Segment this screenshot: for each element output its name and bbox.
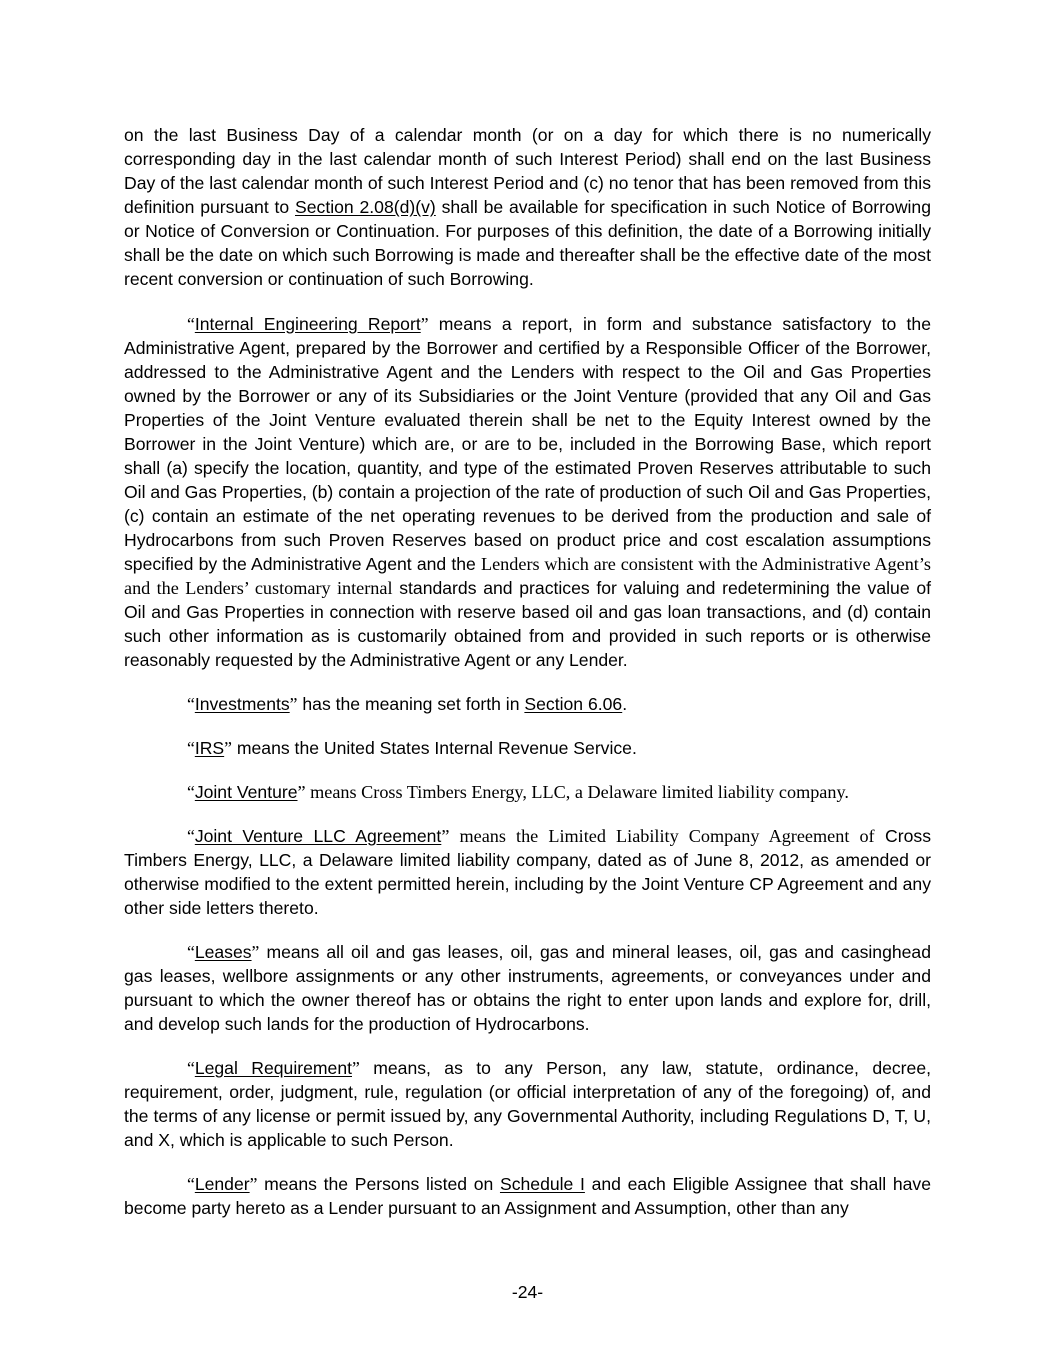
- quote-mark: “: [187, 826, 195, 846]
- quote-mark: ”: [251, 942, 260, 962]
- paragraph-text: has the meaning set forth in: [297, 694, 525, 714]
- quote-mark: ”: [249, 1174, 258, 1194]
- paragraph-text: means, as to any Person, any law, statute, ordinance, decree, requirement, order, judgment, rule, regulation (or official interpretation of any of the foregoing) of, and the terms of any license or permit issued by, any Governmental Authority, including Regulations D, T, U, and X, which is applicable to such Person.: [124, 1058, 932, 1150]
- paragraph-text: shall be available for specification in such Notice of Borrowing or Notice of Conversion or Continuation. For purposes of this definition, the date of a Borrowing initially shall be the date on which such Borrowing is made and thereafter shall be the effective date of the most recent conversion or continuation of such Borrowing.: [124, 197, 931, 289]
- paragraph-text: and each Eligible Assignee that shall have become party hereto as a Lender pursuant to an Assignment and Assumption, other than any: [124, 1174, 931, 1218]
- defined-term: Investments: [194, 694, 290, 714]
- defined-term: IRS: [194, 738, 225, 758]
- quote-mark: ”: [289, 694, 298, 714]
- paragraph-irs: [124, 736, 931, 760]
- page-number: -24-: [511, 1282, 544, 1302]
- defined-term: Leases: [194, 942, 252, 962]
- paragraph-text: on the last Business Day of a calendar month (or on a day for which there is no numerically corresponding day in the last calendar month of such Interest Period) shall end on the last Business Day of the last calendar month of such Interest Period and (c) no tenor that has been removed from this definition pursuant to: [124, 125, 931, 217]
- paragraph-legal-requirement: [124, 1056, 931, 1152]
- paragraph-text: ” means Cross Timbers Energy, LLC, a Delaware limited liability company.: [297, 782, 849, 802]
- paragraph-text: means all oil and gas leases, oil, gas and mineral leases, oil, gas and casinghead gas leases, wellbore assignments or any other instruments, agreements, or conveyances under and pursuant to which the owner thereof has or obtains the right to enter upon lands and explore for, drill, and develop such lands for the production of Hydrocarbons.: [124, 942, 931, 1034]
- quote-mark: ”: [420, 314, 429, 334]
- quote-mark: “: [187, 694, 195, 714]
- quote-mark: “: [187, 1058, 195, 1078]
- defined-term: Joint Venture: [194, 782, 298, 802]
- defined-term: Lender: [194, 1174, 250, 1194]
- defined-term: Internal Engineering Report: [194, 314, 421, 334]
- quote-mark: “: [187, 782, 195, 802]
- quote-mark: “: [187, 314, 195, 334]
- defined-term: Section 6.06: [524, 694, 623, 714]
- paragraph-leases: [124, 940, 931, 1036]
- quote-mark: ”: [224, 738, 232, 758]
- document-body: [124, 123, 931, 1220]
- paragraph-text: Lenders which are consistent with the Administrative Agent’s and the Lenders’ customary internal: [124, 554, 931, 598]
- paragraph-joint-venture: [124, 780, 931, 804]
- paragraph-internal-engineering-report: [124, 312, 931, 672]
- paragraph-text: ” means the Limited Liability Company Agreement of: [441, 826, 875, 846]
- paragraph-investments: [124, 692, 931, 716]
- defined-term: Joint Venture LLC Agreement: [194, 826, 442, 846]
- paragraph-joint-venture-llc-agreement: [124, 824, 931, 920]
- document-page: [124, 123, 931, 1240]
- paragraph-text: means the Persons listed on: [257, 1174, 500, 1194]
- paragraph-text: means the United States Internal Revenue Service.: [231, 738, 637, 758]
- paragraph-interest-period-continuation: [124, 123, 931, 291]
- quote-mark: “: [187, 738, 195, 758]
- quote-mark: “: [187, 942, 195, 962]
- quote-mark: “: [187, 1174, 195, 1194]
- defined-term: Schedule I: [499, 1174, 585, 1194]
- defined-term: Legal Requirement: [194, 1058, 352, 1078]
- defined-term: Section 2.08(d)(v): [295, 197, 436, 217]
- paragraph-text: standards and practices for valuing and redetermining the value of Oil and Gas Properties in connection with reserve based oil and gas loan transactions, and (d) contain such other information as is customarily obtained from and provided in such reports or is otherwise reasonably requested by the Administrative Agent or any Lender.: [124, 578, 931, 670]
- paragraph-text: .: [622, 694, 628, 714]
- paragraph-text: means a report, in form and substance satisfactory to the Administrative Agent, prepared by the Borrower and certified by a Responsible Officer of the Borrower, addressed to the Administrative Agent and the Lenders with respect to the Oil and Gas Properties owned by the Borrower or any of its Subsidiaries or the Joint Venture (provided that any Oil and Gas Properties of the Joint Venture evaluated therein shall be net to the Equity Interest owned by the Borrower in the Joint Venture) which are, or are to be, included in the Borrowing Base, which report shall (a) specify the location, quantity, and type of the estimated Proven Reserves attributable to such Oil and Gas Properties, (b) contain a projection of the rate of production of such Oil and Gas Properties, (c) contain an estimate of the net operating revenues to be derived from the production and sale of Hydrocarbons from such Proven Reserves based on product price and cost escalation assumptions specified by the Administrative Agent and the: [124, 314, 932, 574]
- paragraph-text: Cross Timbers Energy, LLC, a Delaware limited liability company, dated as of June 8, 2012, as amended or otherwise modified to the extent permitted herein, including by the Joint Venture CP Agreement and any other side letters thereto.: [124, 826, 932, 918]
- paragraph-lender: [124, 1172, 931, 1220]
- quote-mark: ”: [352, 1058, 360, 1078]
